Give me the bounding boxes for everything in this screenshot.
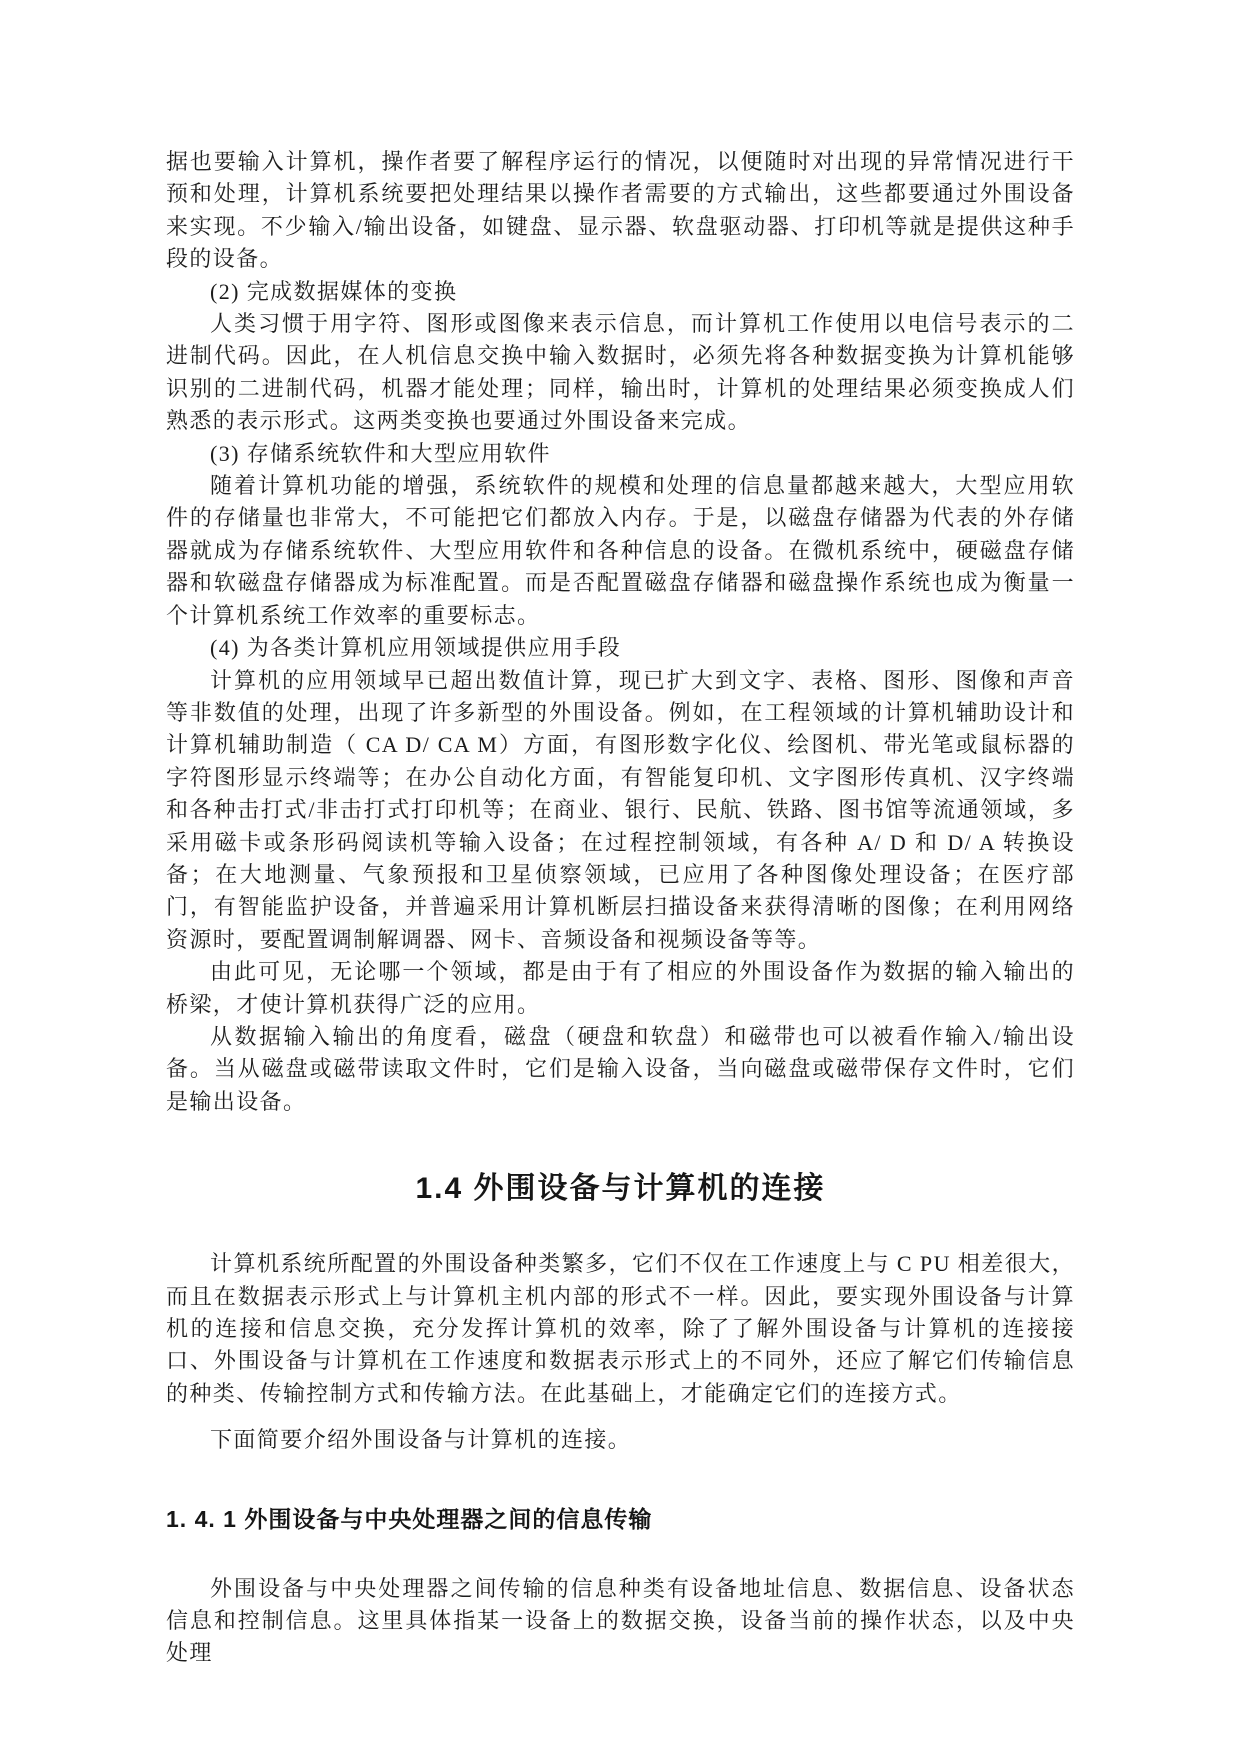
paragraph-conclusion: 由此可见，无论哪一个领域，都是由于有了相应的外围设备作为数据的输入输出的桥梁，才使计算机获得广泛的应用。 (166, 959, 1075, 1017)
paragraph-io-perspective: 从数据输入输出的角度看，磁盘（硬盘和软盘）和磁带也可以被看作输入/输出设备。当从磁盘或磁带读取文件时，它们是输入设备，当向磁盘或磁带保存文件时，它们是输出设备。 (166, 1023, 1075, 1114)
paragraph-section-1-4-intro: 计算机系统所配置的外围设备种类繁多，它们不仅在工作速度上与 C PU 相差很大，而且在数据表示形式上与计算机主机内部的形式不一样。因此，要实现外围设备与计算机的连接和信息交换，充分发挥计算机的效率，除了了解外围设备与计算机的连接接口、外围设备与计算机在工作速度和数据表示形式上的不同外，还应了解它们传输信息的种类、传输控制方式和传输方法。在此基础上，才能确定它们的连接方式。 (166, 1251, 1075, 1406)
paragraph-lead-in: 下面简要介绍外围设备与计算机的连接。 (210, 1427, 632, 1453)
list-item-3-heading: (3) 存储系统软件和大型应用软件 (210, 440, 551, 466)
list-item-4-heading: (4) 为各类计算机应用领域提供应用手段 (210, 635, 622, 661)
subsection-heading-1-4-1: 1. 4. 1 外围设备与中央处理器之间的信息传输 (166, 1505, 653, 1532)
section-heading-1-4: 1.4 外围设备与计算机的连接 (415, 1172, 826, 1206)
paragraph-cpu-peripheral-info: 外围设备与中央处理器之间传输的信息种类有设备地址信息、数据信息、设备状态信息和控制信息。这里具体指某一设备上的数据交换，设备当前的操作状态，以及中央处理 (166, 1575, 1075, 1666)
paragraph-storage-software: 随着计算机功能的增强，系统软件的规模和处理的信息量都越来越大，大型应用软件的存储量也非常大，不可能把它们都放入内存。于是，以磁盘存储器为代表的外存储器就成为存储系统软件、大型应用软件和各种信息的设备。在微机系统中，硬磁盘存储器和软磁盘存储器成为标准配置。而是否配置磁盘存储器和磁盘操作系统也成为衡量一个计算机系统工作效率的重要标志。 (166, 473, 1075, 628)
paragraph-application-domains: 计算机的应用领域早已超出数值计算，现已扩大到文字、表格、图形、图像和声音等非数值的处理，出现了许多新型的外围设备。例如，在工程领域的计算机辅助设计和计算机辅助制造（ CA D/ CA M）方面，有图形数字化仪、绘图机、带光笔或鼠标器的字符图形显示终端等；在办公自动化方面，有智能复印机、文字图形传真机、汉字终端和各种击打式/非击打式打印机等；在商业、银行、民航、铁路、图书馆等流通领域，多采用磁卡或条形码阅读机等输入设备；在过程控制领域，有各种 A/ D 和 D/ A 转换设备；在大地测量、气象预报和卫星侦察领域，已应用了各种图像处理设备；在医疗部门，有智能监护设备，并普遍采用计算机断层扫描设备来获得清晰的图像；在利用网络资源时，要配置调制解调器、网卡、音频设备和视频设备等等。 (166, 667, 1075, 952)
paragraph-data-media-conversion: 人类习惯于用字符、图形或图像来表示信息，而计算机工作使用以电信号表示的二进制代码。因此，在人机信息交换中输入数据时，必须先将各种数据变换为计算机能够识别的二进制代码，机器才能处理；同样，输出时，计算机的处理结果必须变换成人们熟悉的表示形式。这两类变换也要通过外围设备来完成。 (166, 311, 1075, 434)
list-item-2-heading: (2) 完成数据媒体的变换 (210, 278, 458, 304)
paragraph-continuation: 据也要输入计算机，操作者要了解程序运行的情况，以便随时对出现的异常情况进行干预和处理，计算机系统要把处理结果以操作者需要的方式输出，这些都要通过外围设备来实现。不少输入/输出设备，如键盘、显示器、软盘驱动器、打印机等就是提供这种手段的设备。 (166, 149, 1075, 272)
